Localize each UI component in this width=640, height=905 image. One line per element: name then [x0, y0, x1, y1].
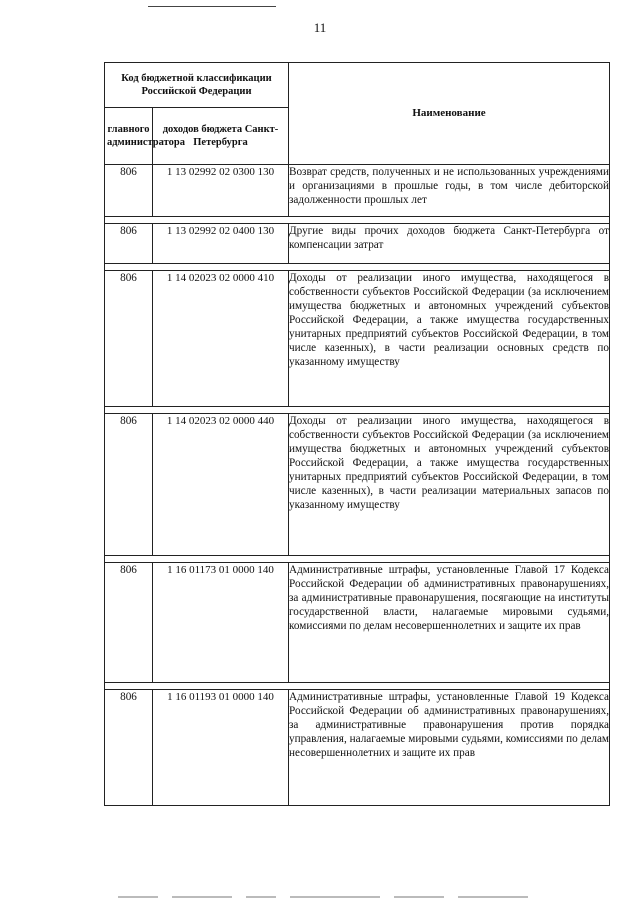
revenue-name-cell: Другие виды прочих доходов бюджета Санкт-Петербурга от компенсации затрат [289, 224, 610, 264]
scan-footer-marks [118, 896, 588, 899]
revenue-code-cell: 1 16 01173 01 0000 140 [153, 563, 289, 683]
revenue-name-cell: Административные штрафы, установленные Главой 19 Кодекса Российской Федерации об административных правонарушениях, за административные правонарушения против порядка управления, налагаемые мировыми судьями, комиссиями по делам несовершеннолетних и защите их прав [289, 690, 610, 806]
row-gap [105, 407, 610, 414]
page-number: 11 [313, 20, 327, 35]
admin-code-cell: 806 [105, 165, 153, 217]
row-gap [105, 556, 610, 563]
top-rule [148, 6, 276, 7]
row-gap [105, 264, 610, 271]
revenue-code-cell: 1 16 01193 01 0000 140 [153, 690, 289, 806]
table-row [105, 563, 610, 683]
row-gap-cell [105, 264, 610, 271]
table-row [105, 271, 610, 407]
row-gap-cell [105, 407, 610, 414]
row-gap-cell [105, 683, 610, 690]
header-admin: главного администратора [105, 108, 153, 165]
header-revenue: доходов бюджета Санкт-Петербурга [153, 108, 289, 165]
table-row [105, 165, 610, 217]
admin-code-cell: 806 [105, 414, 153, 556]
revenue-code-cell: 1 14 02023 02 0000 440 [153, 414, 289, 556]
budget-classification-table [104, 62, 610, 806]
revenue-name-cell: Возврат средств, полученных и не использованных учреждениями и организациями в прошлые годы, в том числе дебиторской задолженности прошлых лет [289, 165, 610, 217]
revenue-code-cell: 1 14 02023 02 0000 410 [153, 271, 289, 407]
table-row [105, 224, 610, 264]
table-row [105, 414, 610, 556]
row-gap [105, 217, 610, 224]
revenue-name-cell: Доходы от реализации иного имущества, находящегося в собственности субъектов Российской Федерации (за исключением имущества бюджетных и автономных учреждений субъектов Российской Федерации, а также имущества государственных унитарных предприятий субъектов Российской Федерации, в том числе казенных), в части реализации материальных запасов по указанному имуществу [289, 414, 610, 556]
revenue-code-cell: 1 13 02992 02 0400 130 [153, 224, 289, 264]
revenue-name-cell: Административные штрафы, установленные Главой 17 Кодекса Российской Федерации об административных правонарушениях, за административные правонарушения, посягающие на институты государственной власти, налагаемые мировыми судьями, комиссиями по делам несовершеннолетних и защите их прав [289, 563, 610, 683]
admin-code-cell: 806 [105, 271, 153, 407]
admin-code-cell: 806 [105, 224, 153, 264]
revenue-code-cell: 1 13 02992 02 0300 130 [153, 165, 289, 217]
header-name: Наименование [289, 63, 610, 165]
revenue-name-cell: Доходы от реализации иного имущества, находящегося в собственности субъектов Российской Федерации (за исключением имущества бюджетных и автономных учреждений субъектов Российской Федерации, а также имущества государственных унитарных предприятий субъектов Российской Федерации, в том числе казенных), в части реализации основных средств по указанному имуществу [289, 271, 610, 407]
header-code-group: Код бюджетной классификации Российской Федерации [105, 63, 289, 108]
row-gap [105, 683, 610, 690]
row-gap-cell [105, 217, 610, 224]
admin-code-cell: 806 [105, 690, 153, 806]
row-gap-cell [105, 556, 610, 563]
admin-code-cell: 806 [105, 563, 153, 683]
table-row [105, 690, 610, 806]
